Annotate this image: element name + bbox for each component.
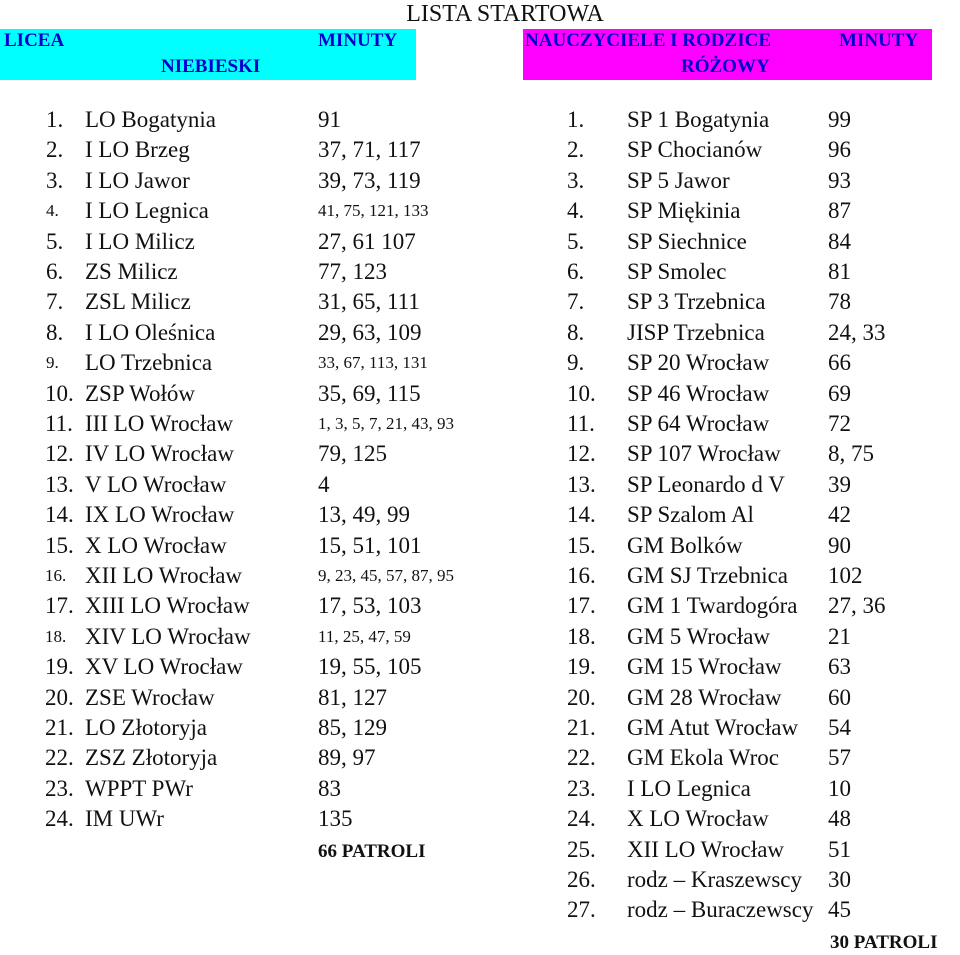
nauczyciele-row-name: X LO Wrocław (627, 806, 769, 832)
licea-row-minutes: 41, 75, 121, 133 (318, 201, 429, 221)
licea-row-name: V LO Wrocław (85, 471, 227, 497)
licea-row-name: LO Trzebnica (85, 350, 213, 376)
licea-row-name: I LO Jawor (85, 167, 190, 193)
nauczyciele-row-number: 1. (567, 107, 585, 132)
nauczyciele-color-label: RÓŻOWY (681, 56, 770, 77)
nauczyciele-row-number: 5. (567, 228, 585, 254)
nauczyciele-row-name: SP 3 Trzebnica (627, 289, 766, 315)
licea-row-minutes: 37, 71, 117 (318, 137, 421, 163)
nauczyciele-row-minutes: 48 (828, 806, 851, 832)
nauczyciele-row-name: SP Smolec (627, 259, 727, 284)
licea-row-minutes: 29, 63, 109 (318, 319, 422, 345)
licea-row-number: 1. (46, 107, 64, 132)
licea-row-minutes: 85, 129 (318, 715, 387, 740)
licea-row-number: 20. (45, 684, 74, 710)
licea-row-name: XII LO Wrocław (85, 563, 243, 588)
licea-row-minutes: 39, 73, 119 (318, 167, 421, 193)
nauczyciele-row-minutes: 39 (828, 471, 851, 497)
licea-row-name: I LO Milicz (85, 228, 195, 254)
nauczyciele-row-name: SP 46 Wrocław (627, 380, 770, 406)
licea-row-number: 13. (45, 471, 74, 497)
licea-row-number: 2. (46, 137, 64, 163)
nauczyciele-row-minutes: 8, 75 (828, 441, 874, 467)
licea-row-minutes: 19, 55, 105 (318, 654, 422, 680)
licea-row-name: ZSE Wrocław (85, 684, 215, 710)
nauczyciele-row-minutes: 78 (828, 289, 851, 315)
nauczyciele-row-number: 13. (567, 471, 596, 497)
nauczyciele-row-name: SP Siechnice (627, 228, 747, 254)
licea-row-number: 23. (45, 775, 74, 801)
nauczyciele-row-number: 26. (567, 867, 596, 892)
licea-row-minutes: 35, 69, 115 (318, 380, 421, 406)
nauczyciele-row-minutes: 84 (828, 228, 851, 254)
nauczyciele-row-number: 7. (567, 289, 585, 315)
licea-row-name: WPPT PWr (85, 775, 193, 801)
nauczyciele-row-name: SP 107 Wrocław (627, 441, 781, 467)
nauczyciele-row-minutes: 51 (828, 836, 851, 862)
licea-row-name: ZSP Wołów (85, 380, 195, 406)
nauczyciele-row-minutes: 87 (828, 198, 851, 224)
licea-row-number: 10. (45, 380, 74, 406)
licea-row-number: 11. (45, 411, 73, 436)
nauczyciele-row-name: XII LO Wrocław (627, 836, 785, 862)
nauczyciele-row-number: 19. (567, 654, 596, 680)
licea-row-number: 16. (45, 566, 67, 585)
nauczyciele-row-number: 27. (567, 897, 596, 923)
licea-row-number: 22. (45, 745, 74, 771)
nauczyciele-row-number: 25. (567, 836, 596, 862)
licea-row-minutes: 77, 123 (318, 259, 387, 284)
nauczyciele-row-name: GM 5 Wrocław (627, 623, 771, 649)
nauczyciele-row-name: GM 28 Wrocław (627, 684, 782, 710)
licea-row-name: LO Złotoryja (85, 715, 207, 740)
nauczyciele-row-name: JISP Trzebnica (627, 319, 765, 345)
licea-row-number: 18. (45, 626, 67, 646)
nauczyciele-row-number: 9. (567, 350, 585, 376)
nauczyciele-row-name: GM 15 Wrocław (627, 654, 782, 680)
nauczyciele-row-name: SP Szalom Al (627, 502, 754, 528)
licea-row-name: IV LO Wrocław (85, 441, 234, 467)
nauczyciele-row-name: GM SJ Trzebnica (627, 563, 789, 588)
nauczyciele-row-minutes: 57 (828, 745, 851, 771)
nauczyciele-row-minutes: 42 (828, 502, 851, 528)
licea-row-number: 7. (46, 289, 64, 315)
licea-row-minutes: 83 (318, 775, 341, 801)
nauczyciele-row-minutes: 96 (828, 137, 851, 163)
licea-row-minutes: 33, 67, 113, 131 (318, 353, 428, 373)
nauczyciele-row-number: 18. (567, 623, 596, 649)
licea-row-minutes: 89, 97 (318, 745, 376, 771)
nauczyciele-row-number: 17. (567, 593, 596, 619)
nauczyciele-row-minutes: 102 (828, 563, 863, 588)
nauczyciele-row-name: I LO Legnica (627, 775, 751, 801)
nauczyciele-row-minutes: 21 (828, 623, 851, 649)
nauczyciele-row-name: SP 5 Jawor (627, 167, 730, 193)
licea-header (0, 29, 416, 80)
licea-color-label: NIEBIESKI (161, 56, 261, 77)
licea-row-minutes: 79, 125 (318, 441, 387, 467)
nauczyciele-row-minutes: 63 (828, 654, 851, 680)
nauczyciele-row-number: 23. (567, 775, 596, 801)
licea-row-name: IM UWr (85, 806, 164, 832)
nauczyciele-row-minutes: 45 (828, 897, 851, 923)
nauczyciele-row-number: 15. (567, 532, 596, 558)
nauczyciele-row-minutes: 69 (828, 380, 851, 406)
licea-row-name: XIII LO Wrocław (85, 593, 250, 619)
nauczyciele-minutes-label: MINUTY (839, 30, 919, 51)
licea-row-minutes: 135 (318, 806, 353, 832)
nauczyciele-row-name: GM Ekola Wroc (627, 745, 779, 771)
nauczyciele-row-number: 24. (567, 806, 596, 832)
nauczyciele-row-name: rodz – Kraszewscy (627, 867, 802, 892)
nauczyciele-row-name: SP 1 Bogatynia (627, 107, 770, 132)
licea-row-number: 3. (46, 167, 64, 193)
licea-row-name: ZSL Milicz (85, 289, 191, 315)
licea-row-minutes: 27, 61 107 (318, 228, 416, 254)
licea-row-name: XIV LO Wrocław (85, 623, 251, 649)
licea-label: LICEA (4, 30, 65, 51)
licea-row-minutes: 1, 3, 5, 7, 21, 43, 93 (318, 414, 454, 433)
nauczyciele-row-number: 4. (567, 198, 585, 224)
nauczyciele-row-number: 6. (567, 259, 585, 284)
licea-row-name: LO Bogatynia (85, 107, 216, 132)
nauczyciele-header (523, 29, 932, 80)
licea-row-name: ZSZ Złotoryja (85, 745, 218, 771)
licea-row-name: IX LO Wrocław (85, 502, 235, 528)
licea-minutes-label: MINUTY (318, 30, 398, 51)
nauczyciele-row-number: 2. (567, 137, 585, 163)
nauczyciele-row-number: 11. (567, 411, 595, 436)
nauczyciele-row-number: 20. (567, 684, 596, 710)
licea-row-minutes: 11, 25, 47, 59 (318, 626, 411, 646)
licea-row-number: 15. (45, 532, 74, 558)
nauczyciele-row-name: SP 64 Wrocław (627, 411, 770, 436)
licea-total: 66 PATROLI (318, 841, 426, 862)
licea-row-minutes: 13, 49, 99 (318, 502, 410, 528)
nauczyciele-row-minutes: 30 (828, 867, 851, 892)
licea-row-minutes: 31, 65, 111 (318, 289, 420, 315)
nauczyciele-row-minutes: 90 (828, 532, 851, 558)
nauczyciele-row-name: GM 1 Twardogóra (627, 593, 798, 619)
licea-row-name: I LO Brzeg (85, 137, 190, 163)
nauczyciele-row-minutes: 27, 36 (828, 593, 886, 619)
licea-row-number: 8. (46, 319, 64, 345)
licea-row-number: 6. (46, 259, 64, 284)
nauczyciele-row-number: 16. (567, 563, 596, 588)
nauczyciele-row-minutes: 60 (828, 684, 851, 710)
nauczyciele-row-number: 14. (567, 502, 596, 528)
nauczyciele-row-minutes: 24, 33 (828, 319, 886, 345)
licea-row-name: I LO Oleśnica (85, 319, 216, 345)
licea-row-number: 12. (45, 441, 74, 467)
licea-row-name: XV LO Wrocław (85, 654, 243, 680)
licea-row-minutes: 91 (318, 107, 341, 132)
nauczyciele-row-name: SP Miękinia (627, 198, 741, 224)
licea-row-minutes: 81, 127 (318, 684, 387, 710)
nauczyciele-row-name: SP Leonardo d V (627, 471, 785, 497)
nauczyciele-row-minutes: 99 (828, 107, 851, 132)
nauczyciele-row-minutes: 81 (828, 259, 851, 284)
nauczyciele-row-minutes: 10 (828, 775, 851, 801)
nauczyciele-total: 30 PATROLI (830, 932, 938, 953)
licea-row-minutes: 15, 51, 101 (318, 532, 422, 558)
nauczyciele-row-number: 10. (567, 380, 596, 406)
nauczyciele-row-name: GM Atut Wrocław (627, 715, 799, 740)
licea-row-number: 4. (46, 201, 59, 221)
nauczyciele-row-number: 12. (567, 441, 596, 467)
licea-row-name: X LO Wrocław (85, 532, 227, 558)
nauczyciele-row-minutes: 54 (828, 715, 851, 740)
nauczyciele-row-minutes: 93 (828, 167, 851, 193)
licea-row-number: 19. (45, 654, 74, 680)
nauczyciele-row-number: 21. (567, 715, 596, 740)
nauczyciele-row-number: 22. (567, 745, 596, 771)
nauczyciele-row-minutes: 66 (828, 350, 851, 376)
licea-row-minutes: 9, 23, 45, 57, 87, 95 (318, 566, 454, 585)
nauczyciele-row-minutes: 72 (828, 411, 851, 436)
nauczyciele-row-name: SP 20 Wrocław (627, 350, 770, 376)
nauczyciele-row-name: SP Chocianów (627, 137, 763, 163)
licea-row-minutes: 4 (318, 471, 330, 497)
licea-row-name: III LO Wrocław (85, 411, 234, 436)
licea-row-name: I LO Legnica (85, 198, 209, 224)
nauczyciele-label: NAUCZYCIELE I RODZICE (525, 30, 771, 51)
licea-row-name: ZS Milicz (85, 259, 178, 284)
nauczyciele-row-number: 3. (567, 167, 585, 193)
nauczyciele-row-number: 8. (567, 319, 585, 345)
licea-row-minutes: 17, 53, 103 (318, 593, 422, 619)
licea-row-number: 17. (45, 593, 74, 619)
nauczyciele-row-name: rodz – Buraczewscy (627, 897, 814, 923)
licea-row-number: 14. (45, 502, 74, 528)
licea-row-number: 21. (45, 715, 74, 740)
page-title: LISTA STARTOWA (406, 1, 604, 27)
licea-row-number: 24. (45, 806, 74, 832)
nauczyciele-row-name: GM Bolków (627, 532, 743, 558)
licea-row-number: 9. (46, 353, 59, 373)
licea-row-number: 5. (46, 228, 64, 254)
